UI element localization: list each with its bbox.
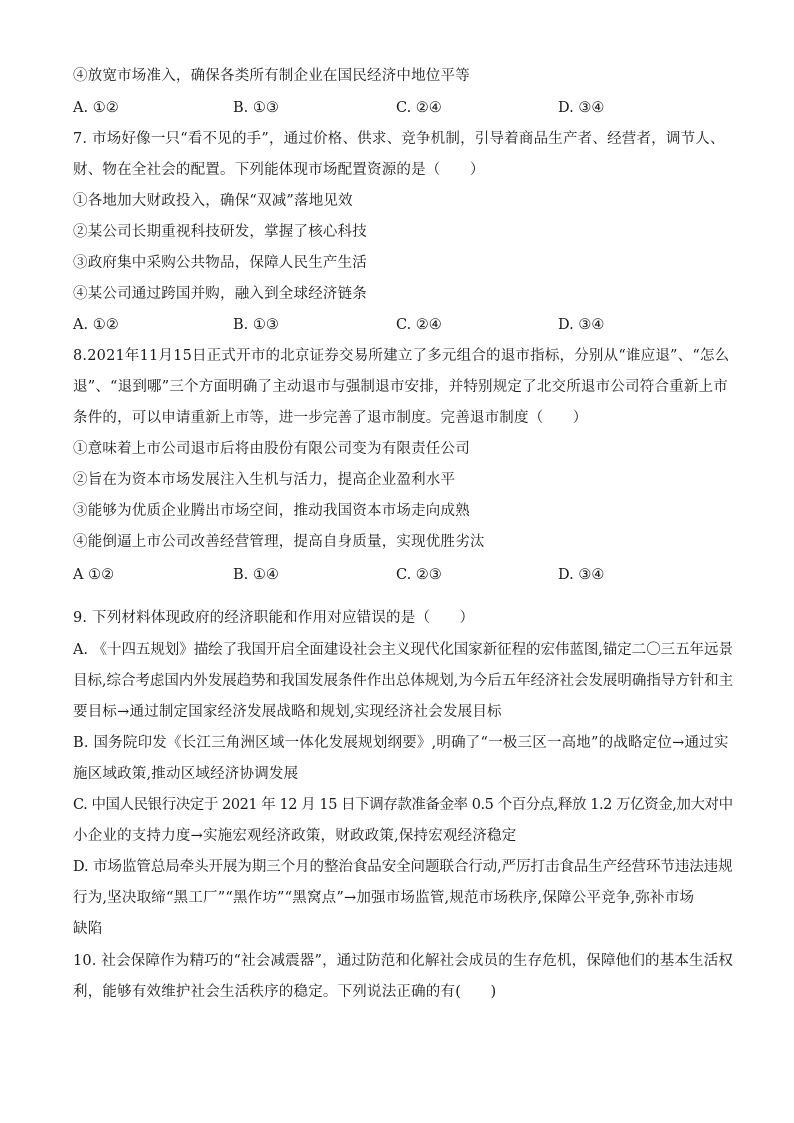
choice-b-text-cont: 施区域政策,推动区域经济协调发展: [73, 766, 299, 782]
option-b: B. ①③: [233, 100, 279, 116]
question-9-stem: 9. 下列材料体现政府的经济职能和作用对应错误的是（ ）: [73, 610, 475, 626]
choice-a-text-cont: 目标,综合考虑国内外发展趋势和我国发展条件作出总体规划,为今后五年经济社会发展明确指导方针和主: [73, 673, 734, 689]
choice-d-text-cont: 行为,坚决取缔“黑工厂”“黑作坊”“黑窝点”→加强市场监管,规范市场秩序,保障公平竞争,弥补市场: [73, 890, 695, 906]
option-c: C. ②④: [396, 317, 442, 333]
statement-line: ④放宽市场准入，确保各类所有制企业在国民经济中地位平等: [73, 68, 470, 84]
question-7-stem-cont: 财、物在全社会的配置。下列能体现市场配置资源的是（ ）: [73, 162, 485, 178]
option-d: D. ③④: [558, 100, 605, 116]
option-c: C. ②③: [396, 567, 442, 583]
statement-line: ②某公司长期重视科技研发，掌握了核心科技: [73, 224, 367, 240]
choice-d-text: D. 市场监管总局牵头开展为期三个月的整治食品安全问题联合行动,严厉打击食品生产经营环节违法违规: [73, 859, 733, 875]
question-10-stem-cont: 利，能够有效维护社会生活秩序的稳定。下列说法正确的有( ): [73, 984, 497, 1000]
option-d: D. ③④: [558, 567, 605, 583]
question-8-stem-cont: 条件的，可以申请重新上市等，进一步完善了退市制度。完善退市制度（ ）: [73, 410, 588, 426]
choice-c-text-cont: 小企业的支持力度→实施宏观经济政策，财政政策,保持宏观经济稳定: [73, 828, 517, 844]
choice-c-text: C. 中国人民银行决定于 2021 年 12 月 15 日下调存款准备金率 0.5 个百分点,释放 1.2 万亿资金,加大对中: [73, 797, 733, 813]
option-d: D. ③④: [558, 317, 605, 333]
option-c: C. ②④: [396, 100, 442, 116]
option-a: A. ①②: [73, 100, 119, 116]
answer-options-q8: [73, 565, 723, 585]
option-a: A ①②: [73, 567, 115, 583]
statement-line: ②旨在为资本市场发展注入生机与活力，提高企业盈利水平: [73, 472, 456, 488]
statement-line: ③政府集中采购公共物品，保障人民生产生活: [73, 255, 367, 271]
statement-line: ④能倒逼上市公司改善经营管理，提高自身质量，实现优胜劣汰: [73, 534, 485, 550]
answer-options-q6: [73, 98, 723, 118]
question-8-stem-cont: 退”、“退到哪”三个方面明确了主动退市与强制退市安排，并特别规定了北交所退市公司符合重新上市: [73, 379, 728, 395]
statement-line: ①意味着上市公司退市后将由股份有限公司变为有限责任公司: [73, 441, 470, 457]
statement-line: ③能够为优质企业腾出市场空间，推动我国资本市场走向成熟: [73, 503, 470, 519]
choice-a-text: A. 《十四五规划》描绘了我国开启全面建设社会主义现代化国家新征程的宏伟蓝图,锚定二〇三五年远景: [73, 642, 733, 658]
choice-b-text: B. 国务院印发《长江三角洲区域一体化发展规划纲要》,明确了“一极三区一高地”的战略定位→通过实: [73, 735, 729, 751]
answer-options-q7: [73, 315, 723, 335]
option-b: B. ①③: [233, 317, 279, 333]
question-7-stem: 7. 市场好像一只“看不见的手”，通过价格、供求、竞争机制，引导着商品生产者、经营者，调节人、: [73, 131, 725, 147]
statement-line: ①各地加大财政投入，确保“双减”落地见效: [73, 193, 353, 209]
question-8-stem: 8.2021年11月15日正式开市的北京证券交易所建立了多元组合的退市指标，分别从“谁应退”、“怎么: [73, 348, 730, 364]
statement-line: ④某公司通过跨国并购，融入到全球经济链条: [73, 286, 367, 302]
choice-a-text-cont: 要目标→通过制定国家经济发展战略和规划,实现经济社会发展目标: [73, 704, 502, 720]
option-b: B. ①④: [233, 567, 279, 583]
question-10-stem: 10. 社会保障作为精巧的“社会减震器”，通过防范和化解社会成员的生存危机，保障他们的基本生活权: [73, 953, 734, 969]
choice-d-text-cont: 缺陷: [73, 921, 103, 937]
option-a: A. ①②: [73, 317, 119, 333]
